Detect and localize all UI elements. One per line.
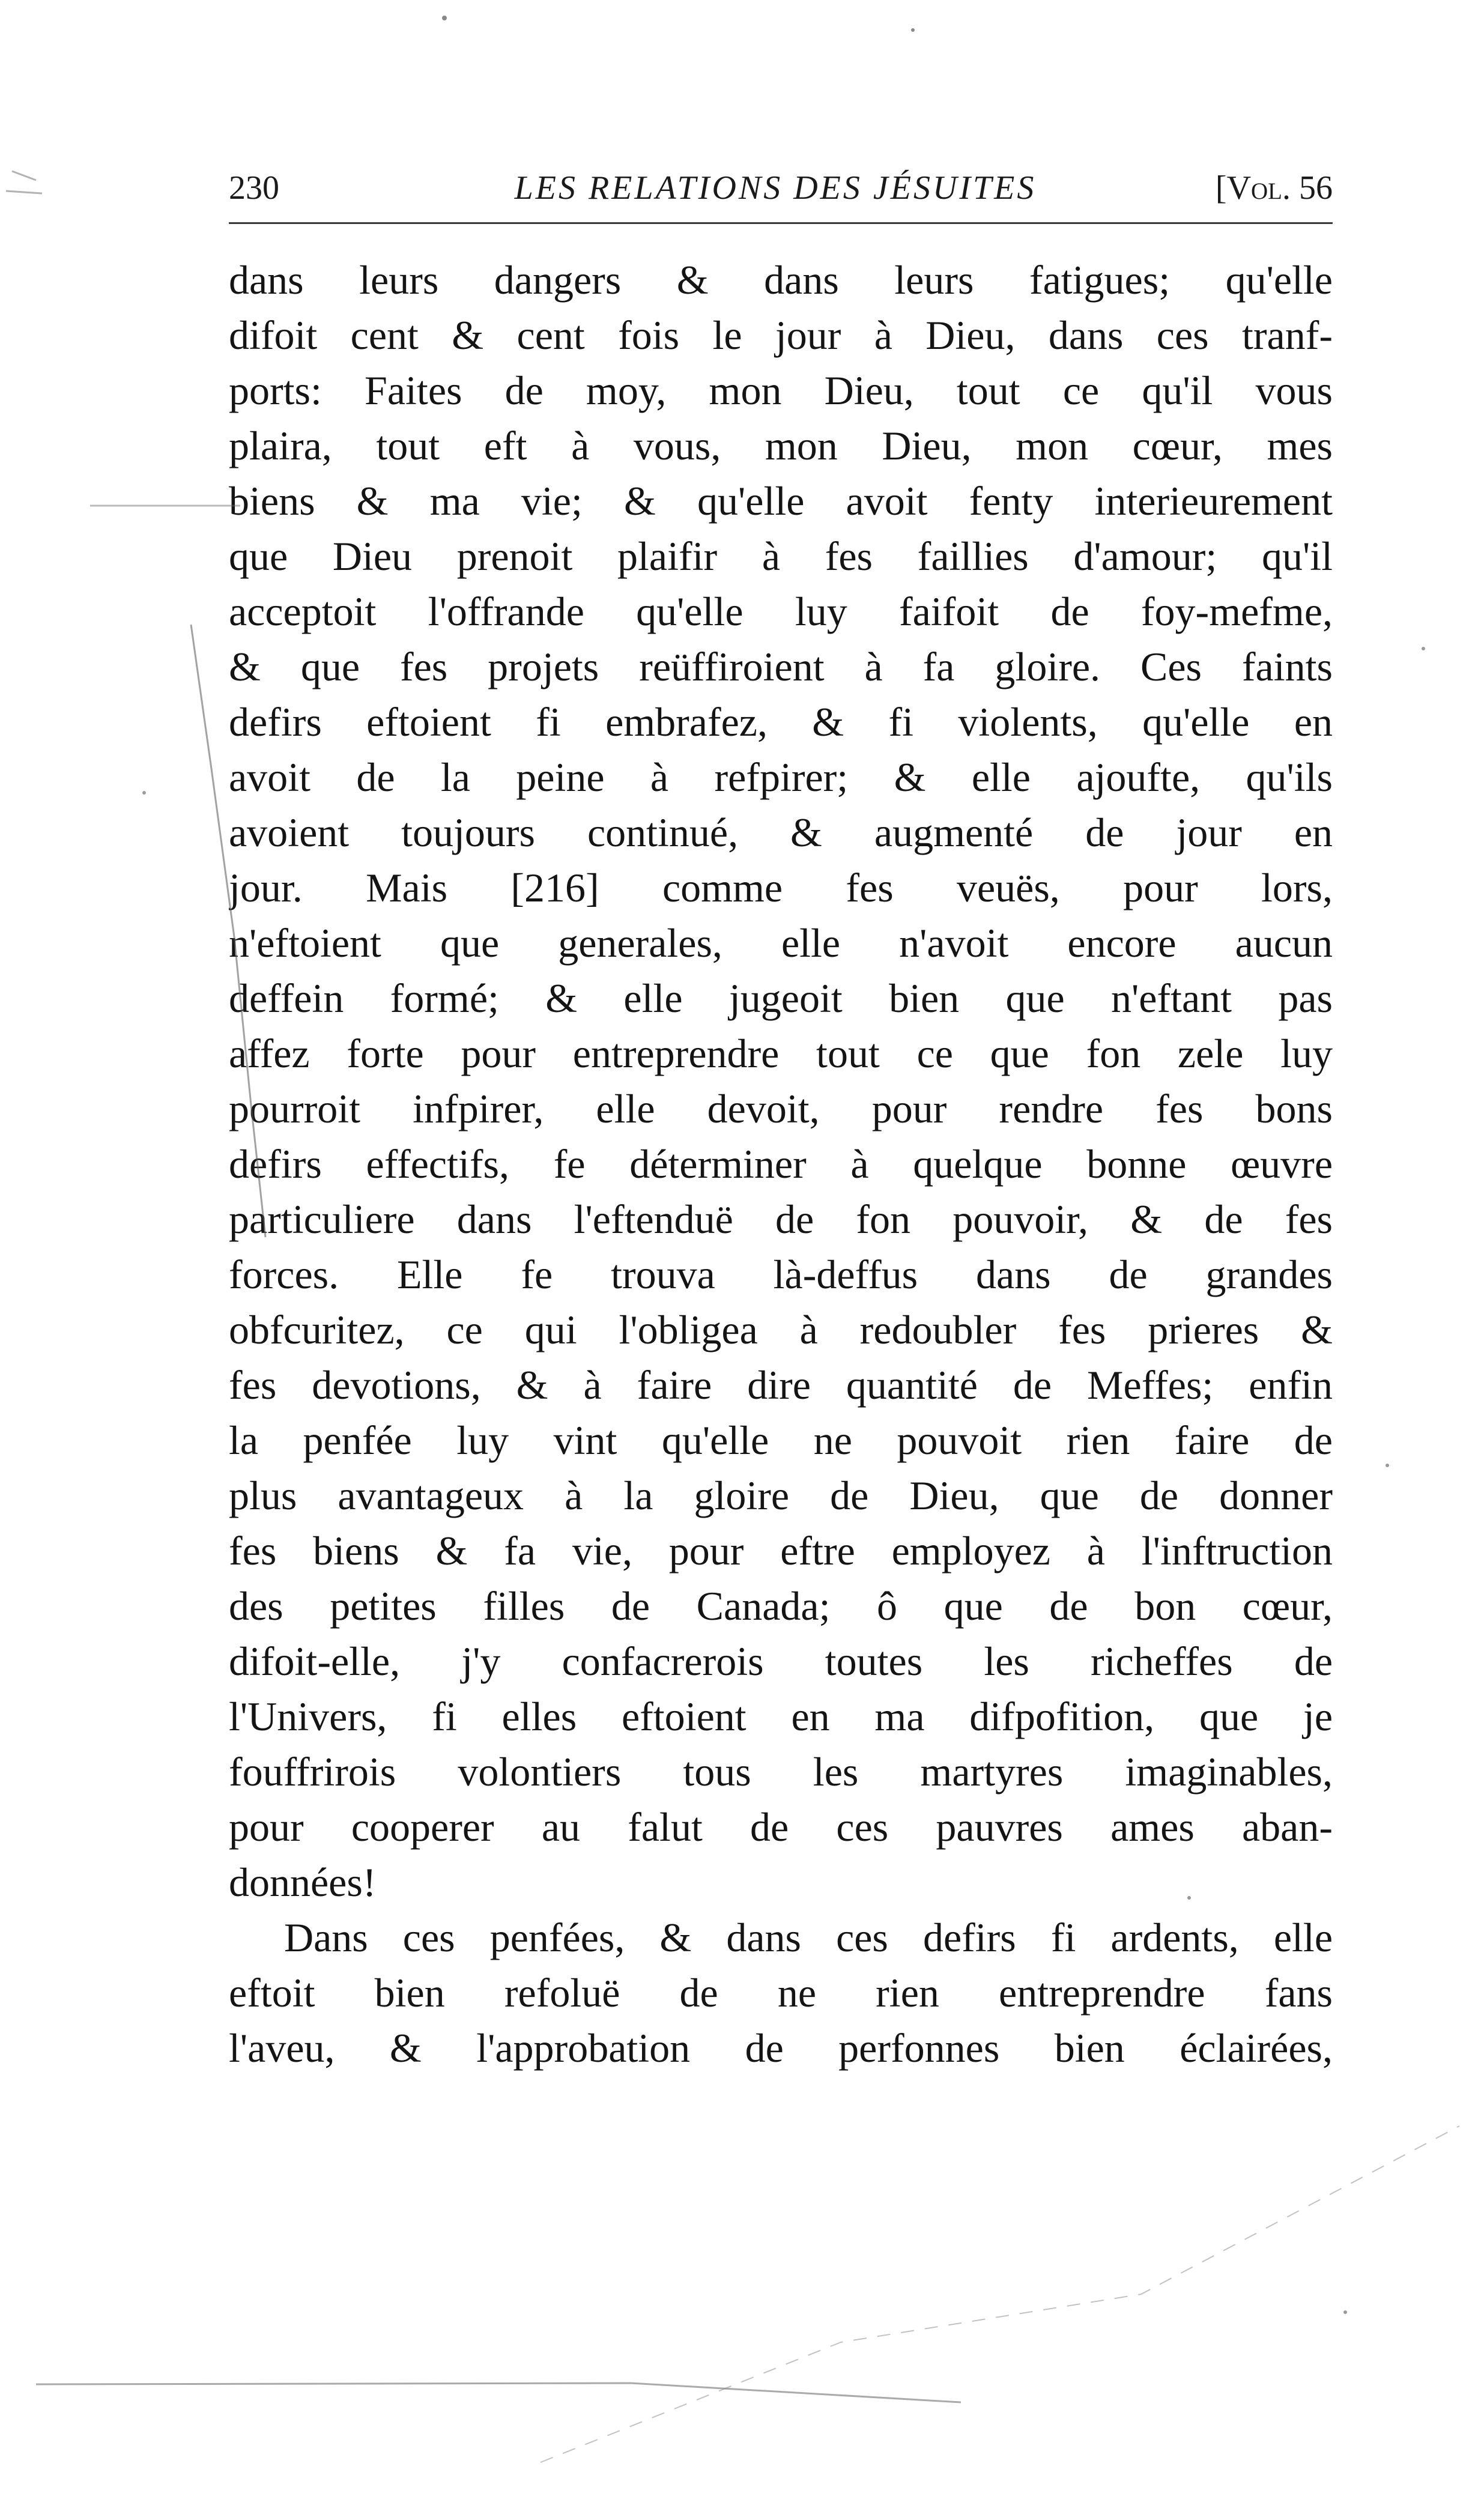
paragraph-2 <box>229 1910 1333 2076</box>
text-line: defirs eftoient fi embrafez, & fi violents, qu'elle en <box>229 699 1333 745</box>
text-line: des petites filles de Canada; ô que de bon cœur, <box>229 1583 1333 1629</box>
speck <box>1386 1464 1389 1467</box>
text-line: pourroit infpirer, elle devoit, pour rendre fes bons <box>229 1086 1333 1131</box>
text-line: fes biens & fa vie, pour eftre employez à l'inftruction <box>229 1528 1333 1574</box>
text-line: pour cooperer au falut de ces pauvres ames aban- <box>229 1804 1333 1850</box>
text-line: l'Univers, fi elles eftoient en ma difpofition, que je <box>229 1694 1333 1739</box>
body-text <box>229 252 1333 2076</box>
text-line: jour. Mais [216] comme fes veuës, pour lors, <box>229 865 1333 910</box>
top-margin-mark <box>6 171 42 193</box>
text-line: fouffrirois volontiers tous les martyres imaginables, <box>229 1749 1333 1795</box>
speck <box>911 28 915 32</box>
text-line: n'eftoient que generales, elle n'avoit encore aucun <box>229 920 1333 966</box>
text-line: la penfée luy vint qu'elle ne pouvoit rien faire de <box>229 1417 1333 1463</box>
page-number: 230 <box>229 169 279 207</box>
text-line: ports: Faites de moy, mon Dieu, tout ce qu'il vous <box>229 368 1333 413</box>
speck <box>1343 2310 1347 2314</box>
text-line: particuliere dans l'eftenduë de fon pouvoir, & de fes <box>229 1196 1333 1242</box>
text-line: plus avantageux à la gloire de Dieu, que de donner <box>229 1473 1333 1518</box>
text-line: eftoit bien refoluë de ne rien entreprendre fans <box>229 1970 1333 2016</box>
text-line: difoit cent & cent fois le jour à Dieu, dans ces tranf- <box>229 312 1333 358</box>
text-line: forces. Elle fe trouva là-deffus dans de grandes <box>229 1252 1333 1297</box>
text-line: Dans ces penfées, & dans ces defirs fi ardents, elle <box>284 1915 1333 1960</box>
text-line: & que fes projets reüffiroient à fa gloire. Ces faints <box>229 644 1333 689</box>
text-line: acceptoit l'offrande qu'elle luy faifoit de foy-mefme, <box>229 589 1333 634</box>
running-head <box>229 161 1333 215</box>
volume-label: [Vol. 56 <box>1215 169 1333 207</box>
speck <box>1422 647 1425 650</box>
text-line: dans leurs dangers & dans leurs fatigues; qu'elle <box>229 257 1333 303</box>
text-line: l'aveu, & l'approbation de perfonnes bien éclairées, <box>229 2025 1333 2071</box>
text-line: avoit de la peine à refpirer; & elle ajoufte, qu'ils <box>229 754 1333 800</box>
text-line: deffein formé; & elle jugeoit bien que n'eftant pas <box>229 975 1333 1021</box>
text-line: biens & ma vie; & qu'elle avoit fenty interieurement <box>229 478 1333 524</box>
text-line: avoient toujours continué, & augmenté de jour en <box>229 810 1333 855</box>
speck <box>142 791 146 795</box>
text-line: obfcuritez, ce qui l'obligea à redoubler fes prieres & <box>229 1307 1333 1352</box>
text-line: que Dieu prenoit plaifir à fes faillies d'amour; qu'il <box>229 533 1333 579</box>
running-title: LES RELATIONS DES JÉSUITES <box>514 169 1037 207</box>
header-rule <box>229 222 1333 224</box>
text-line: difoit-elle, j'y confacrerois toutes les richeffes de <box>229 1638 1333 1684</box>
paragraph-1 <box>229 252 1333 1910</box>
bottom-pencil-line <box>36 2383 961 2402</box>
text-line: affez forte pour entreprendre tout ce que fon zele luy <box>229 1031 1333 1076</box>
text-line: plaira, tout eft à vous, mon Dieu, mon cœur, mes <box>229 423 1333 468</box>
speck <box>442 16 447 20</box>
bottom-pencil-dash <box>541 2126 1459 2462</box>
text-line: fes devotions, & à faire dire quantité de Meffes; enfin <box>229 1362 1333 1408</box>
text-line: defirs effectifs, fe déterminer à quelque bonne œuvre <box>229 1141 1333 1187</box>
text-line: données! <box>229 1859 377 1905</box>
